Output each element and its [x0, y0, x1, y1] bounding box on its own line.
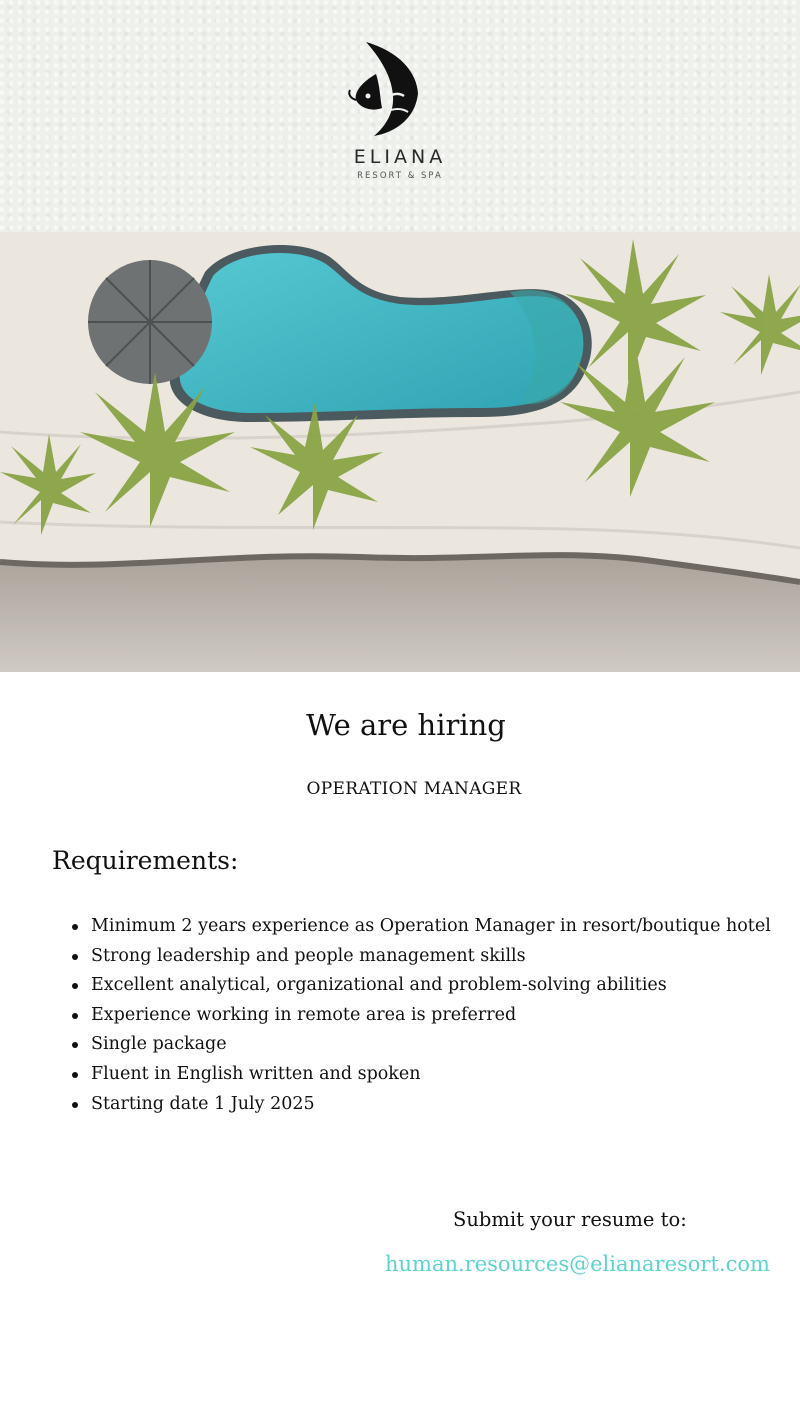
bullet-dot-icon — [72, 983, 78, 989]
bullet-dot-icon — [72, 1102, 78, 1108]
bullet-dot-icon — [72, 954, 78, 960]
brand-tagline: RESORT & SPA — [357, 171, 443, 181]
bullet-dot-icon — [72, 1042, 78, 1048]
requirement-text: Experience working in remote area is preferred — [91, 1004, 517, 1025]
brand-name: ELIANA — [353, 146, 447, 168]
hiring-heading: We are hiring — [306, 708, 506, 742]
requirements-title: Requirements: — [52, 846, 239, 875]
requirement-text: Starting date 1 July 2025 — [91, 1093, 315, 1114]
email-link[interactable]: human.resources@elianaresort.com — [385, 1252, 770, 1276]
resort-pool-photo — [0, 232, 800, 672]
header — [0, 0, 800, 232]
requirement-text: Minimum 2 years experience as Operation Manager in resort/boutique hotel — [91, 916, 771, 936]
list-item — [52, 1001, 792, 1031]
list-item — [52, 1090, 792, 1120]
bullet-dot-icon — [72, 924, 78, 930]
requirement-text: Fluent in English written and spoken — [91, 1063, 421, 1084]
bullet-dot-icon — [72, 1072, 78, 1078]
requirements-list — [52, 912, 792, 1119]
requirement-text: Excellent analytical, organizational and problem-solving abilities — [91, 975, 667, 996]
list-item — [52, 971, 792, 1001]
list-item — [52, 1060, 792, 1090]
submit-label: Submit your resume to: — [453, 1208, 687, 1231]
bullet-dot-icon — [72, 1013, 78, 1019]
position-title: OPERATION MANAGER — [306, 779, 522, 799]
requirement-text: Strong leadership and people management skills — [91, 945, 526, 966]
list-item — [52, 942, 792, 972]
list-item — [52, 912, 792, 942]
list-item — [52, 1030, 792, 1060]
requirement-text: Single package — [91, 1034, 227, 1055]
angelfish-logo-icon — [346, 38, 426, 138]
